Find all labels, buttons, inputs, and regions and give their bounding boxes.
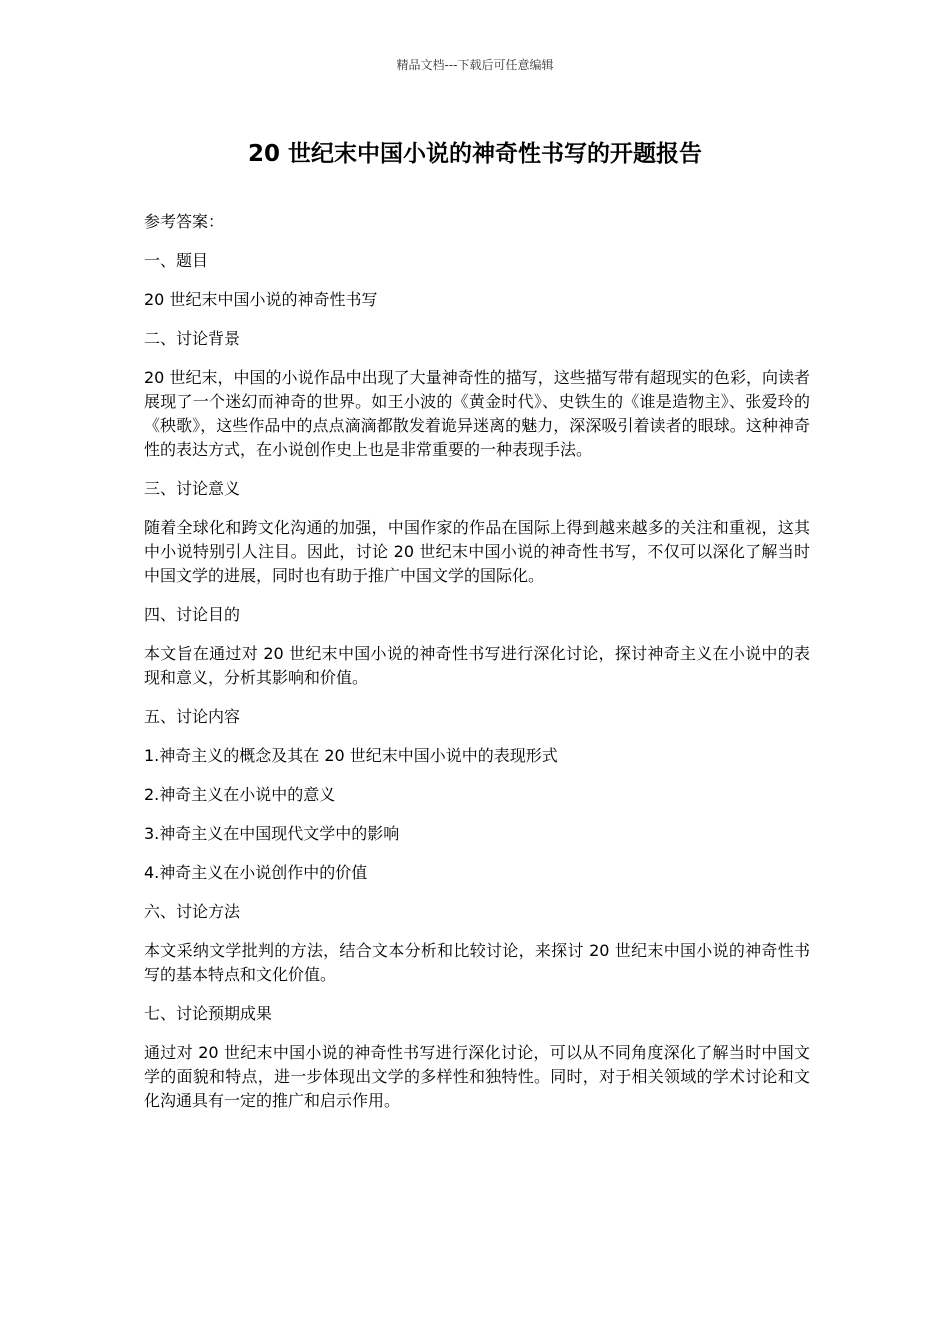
purpose-text: 本文旨在通过对 20 世纪末中国小说的神奇性书写进行深化讨论，探讨神奇主义在小说中的表现和意义，分析其影响和价值。 <box>144 644 810 687</box>
section-heading-topic: 一、题目 <box>144 251 209 270</box>
topic-text: 20 世纪末中国小说的神奇性书写 <box>144 290 378 309</box>
section-heading-method: 六、讨论方法 <box>144 902 241 921</box>
content-item: 4.神奇主义在小说创作中的价值 <box>144 863 368 882</box>
outcomes-text: 通过对 20 世纪末中国小说的神奇性书写进行深化讨论，可以从不同角度深化了解当时中国文学的面貌和特点，进一步体现出文学的多样性和独特性。同时，对于相关领域的学术讨论和文化沟通具有一定的推广和启示作用。 <box>144 1043 810 1110</box>
section-heading-content: 五、讨论内容 <box>144 707 241 726</box>
document-body <box>144 210 810 1128</box>
background-text: 20 世纪末，中国的小说作品中出现了大量神奇性的描写，这些描写带有超现实的色彩，向读者展现了一个迷幻而神奇的世界。如王小波的《黄金时代》、史铁生的《谁是造物主》、张爱玲的《秧歌》，这些作品中的点点滴滴都散发着诡异迷离的魅力，深深吸引着读者的眼球。这种神奇性的表达方式，在小说创作史上也是非常重要的一种表现手法。 <box>144 368 810 459</box>
content-item: 2.神奇主义在小说中的意义 <box>144 785 336 804</box>
document-title: 20 世纪末中国小说的神奇性书写的开题报告 <box>247 141 702 167</box>
section-heading-outcomes: 七、讨论预期成果 <box>144 1004 273 1023</box>
content-item: 1.神奇主义的概念及其在 20 世纪末中国小说中的表现形式 <box>144 746 558 765</box>
header-note: 精品文档---下载后可任意编辑 <box>396 58 554 72</box>
answer-label: 参考答案： <box>144 212 225 231</box>
method-text: 本文采纳文学批判的方法，结合文本分析和比较讨论，来探讨 20 世纪末中国小说的神奇性书写的基本特点和文化价值。 <box>144 941 810 984</box>
section-heading-significance: 三、讨论意义 <box>144 479 241 498</box>
content-item: 3.神奇主义在中国现代文学中的影响 <box>144 824 400 843</box>
section-heading-purpose: 四、讨论目的 <box>144 605 241 624</box>
significance-text: 随着全球化和跨文化沟通的加强，中国作家的作品在国际上得到越来越多的关注和重视，这其中小说特别引人注目。因此，讨论 20 世纪末中国小说的神奇性书写，不仅可以深化了解当时中国文学的进展，同时也有助于推广中国文学的国际化。 <box>144 518 810 585</box>
section-heading-background: 二、讨论背景 <box>144 329 241 348</box>
